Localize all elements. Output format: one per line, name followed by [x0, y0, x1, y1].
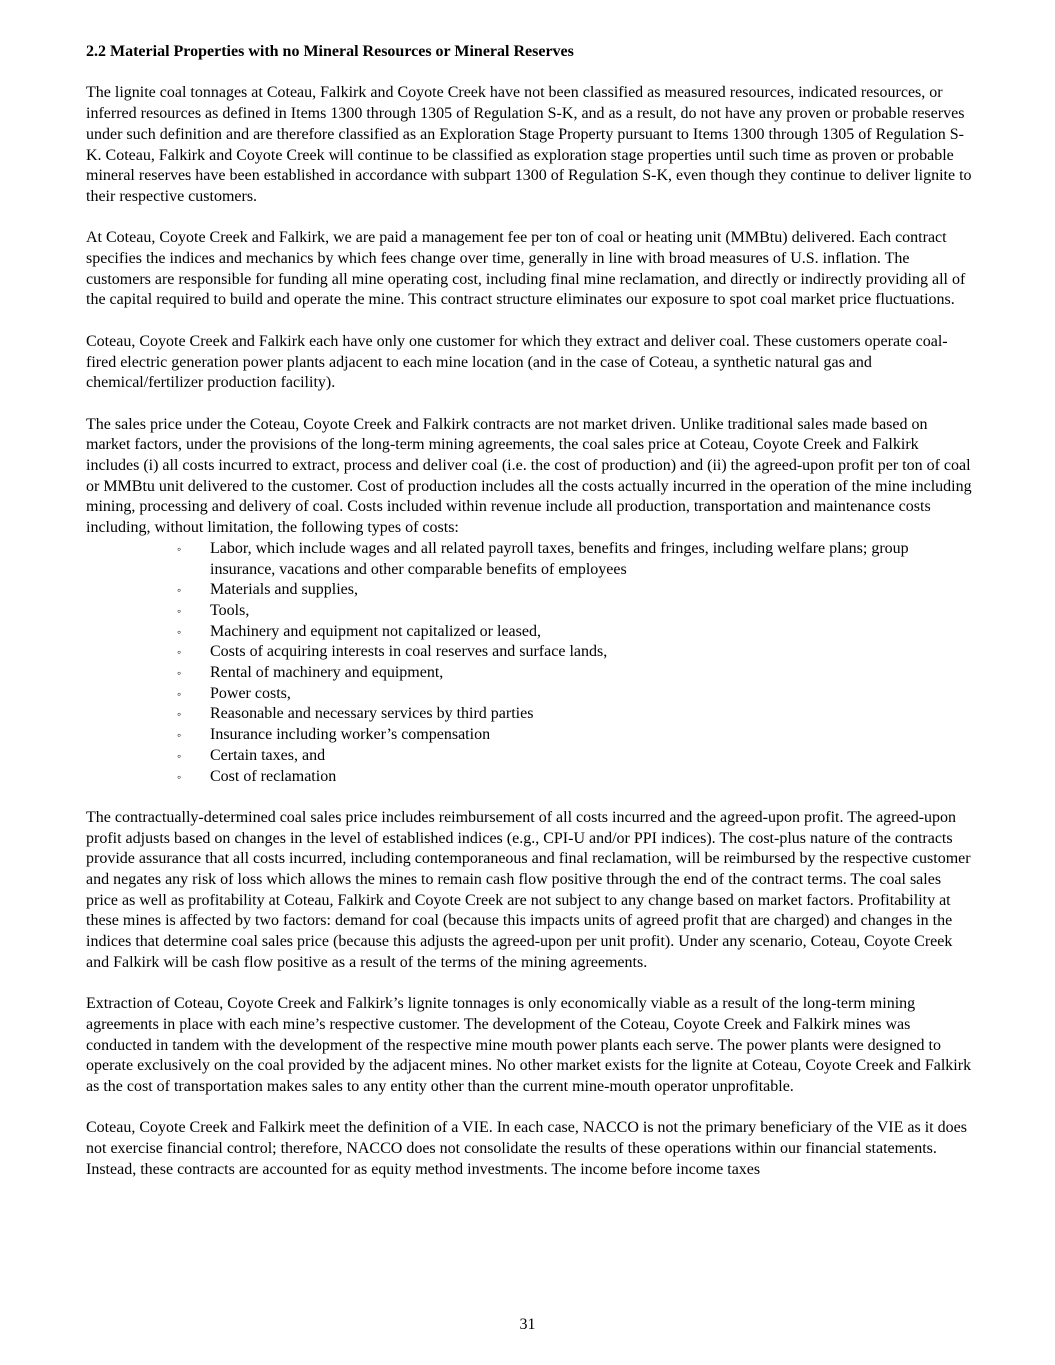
list-item	[86, 767, 972, 788]
paragraph-customers: Coteau, Coyote Creek and Falkirk each have only one customer for which they extract and deliver coal. These customers operate coal-fired electric generation power plants adjacent to each mine location (and in the case of Coteau, a synthetic natural gas and chemical/fertilizer production facility).	[86, 332, 948, 392]
bullet-icon: ◦	[177, 728, 182, 743]
bullet-icon: ◦	[177, 645, 182, 660]
page-number: 31	[519, 1316, 536, 1333]
cost-types-list	[86, 539, 972, 787]
list-item	[86, 725, 972, 746]
list-item-text: Certain taxes, and	[210, 746, 326, 764]
bullet-icon: ◦	[177, 666, 182, 681]
bullet-icon: ◦	[177, 603, 182, 618]
list-item	[86, 539, 972, 580]
list-item	[86, 663, 972, 684]
bullet-icon: ◦	[177, 769, 182, 784]
list-item-text: Power costs,	[210, 684, 291, 702]
list-item-text: Tools,	[210, 601, 250, 619]
list-item-text: Costs of acquiring interests in coal reserves and surface lands,	[210, 643, 608, 661]
section-heading: 2.2 Material Properties with no Mineral Resources or Mineral Reserves	[86, 43, 574, 60]
list-item-text: Rental of machinery and equipment,	[210, 664, 444, 682]
paragraph-cost-plus: The contractually-determined coal sales price includes reimbursement of all costs incurred and the agreed-upon profit. The agreed-upon profit adjusts based on changes in the level of established indices (e.g., CPI-U and/or PPI indices). The cost-plus nature of the contracts provide assurance that all costs incurred, including contemporaneous and final reclamation, will be reimbursed by the respective customer and negates any risk of loss which allows the mines to remain cash flow positive through the end of the contract terms. The coal sales price as well as profitability at Coteau, Falkirk and Coyote Creek are not subject to any change based on market factors. Profitability at these mines is affected by two factors: demand for coal (because this impacts units of agreed profit that are charged) and changes in the indices that determine coal sales price (because this adjusts the agreed-upon per unit profit). Under any scenario, Coteau, Coyote Creek and Falkirk will be cash flow positive as a result of the terms of the mining agreements.	[86, 808, 971, 971]
list-item	[86, 684, 972, 705]
bullet-icon: ◦	[177, 583, 182, 598]
list-item-text: Labor, which include wages and all related payroll taxes, benefits and fringes, including welfare plans; group insurance, vacations and other comparable benefits of employees	[210, 539, 909, 578]
list-item-text: Cost of reclamation	[210, 767, 337, 785]
list-item	[86, 601, 972, 622]
bullet-icon: ◦	[177, 686, 182, 701]
paragraph-vie: Coteau, Coyote Creek and Falkirk meet the definition of a VIE. In each case, NACCO is not the primary beneficiary of the VIE as it does not exercise financial control; therefore, NACCO does not consolidate the results of these operations within our financial statements. Instead, these contracts are accounted for as equity method investments. The income before income taxes	[86, 1119, 967, 1178]
bullet-icon: ◦	[177, 541, 182, 556]
list-item	[86, 704, 972, 725]
bullet-icon: ◦	[177, 707, 182, 722]
list-item-text: Materials and supplies,	[210, 581, 358, 599]
list-item	[86, 642, 972, 663]
paragraph-sales-price: The sales price under the Coteau, Coyote Creek and Falkirk contracts are not market driven. Unlike traditional sales made based on market factors, under the provisions of the long-term mining agreements, the coal sales price at Coteau, Coyote Creek and Falkirk includes (i) all costs incurred to extract, process and deliver coal (i.e. the cost of production) and (ii) the agreed-upon profit per ton of coal or MMBtu unit delivered to the customer. Cost of production includes all the costs actually incurred in the operation of the mine including mining, processing and delivery of coal. Costs included within revenue include all production, transportation and maintenance costs including, without limitation, the following types of costs:	[86, 415, 972, 537]
list-item	[86, 746, 972, 767]
paragraph-classification: The lignite coal tonnages at Coteau, Falkirk and Coyote Creek have not been classified as measured resources, indicated resources, or inferred resources as defined in Items 1300 through 1305 of Regulation S-K, and as a result, do not have any proven or probable reserves under such definition and are therefore classified as an Exploration Stage Property pursuant to Items 1300 through 1305 of Regulation S-K. Coteau, Falkirk and Coyote Creek will continue to be classified as exploration stage properties until such time as proven or probable mineral reserves have been established in accordance with subpart 1300 of Regulation S-K, even though they continue to deliver lignite to their respective customers.	[86, 84, 972, 205]
bullet-icon: ◦	[177, 624, 182, 639]
list-item	[86, 622, 972, 643]
paragraph-extraction-viability: Extraction of Coteau, Coyote Creek and Falkirk’s lignite tonnages is only economically viable as a result of the long-term mining agreements in place with each mine’s respective customer. The development of the Coteau, Coyote Creek and Falkirk mines was conducted in tandem with the development of the respective mine mouth power plants each serve. The power plants were designed to operate exclusively on the coal provided by the adjacent mines. No other market exists for the lignite at Coteau, Coyote Creek and Falkirk as the cost of transportation makes sales to any entity other than the current mine-mouth operator unprofitable.	[86, 995, 972, 1096]
list-item-text: Reasonable and necessary services by third parties	[210, 705, 534, 723]
document-page	[86, 42, 972, 1181]
list-item-text: Insurance including worker’s compensation	[210, 726, 491, 744]
list-item-text: Machinery and equipment not capitalized or leased,	[210, 622, 541, 640]
list-item	[86, 580, 972, 601]
bullet-icon: ◦	[177, 748, 182, 763]
paragraph-management-fee: At Coteau, Coyote Creek and Falkirk, we are paid a management fee per ton of coal or heating unit (MMBtu) delivered. Each contract specifies the indices and mechanics by which fees change over time, generally in line with broad measures of U.S. inflation. The customers are responsible for funding all mine operating cost, including final mine reclamation, and directly or indirectly providing all of the capital required to build and operate the mine. This contract structure eliminates our exposure to spot coal market price fluctuations.	[86, 229, 966, 309]
